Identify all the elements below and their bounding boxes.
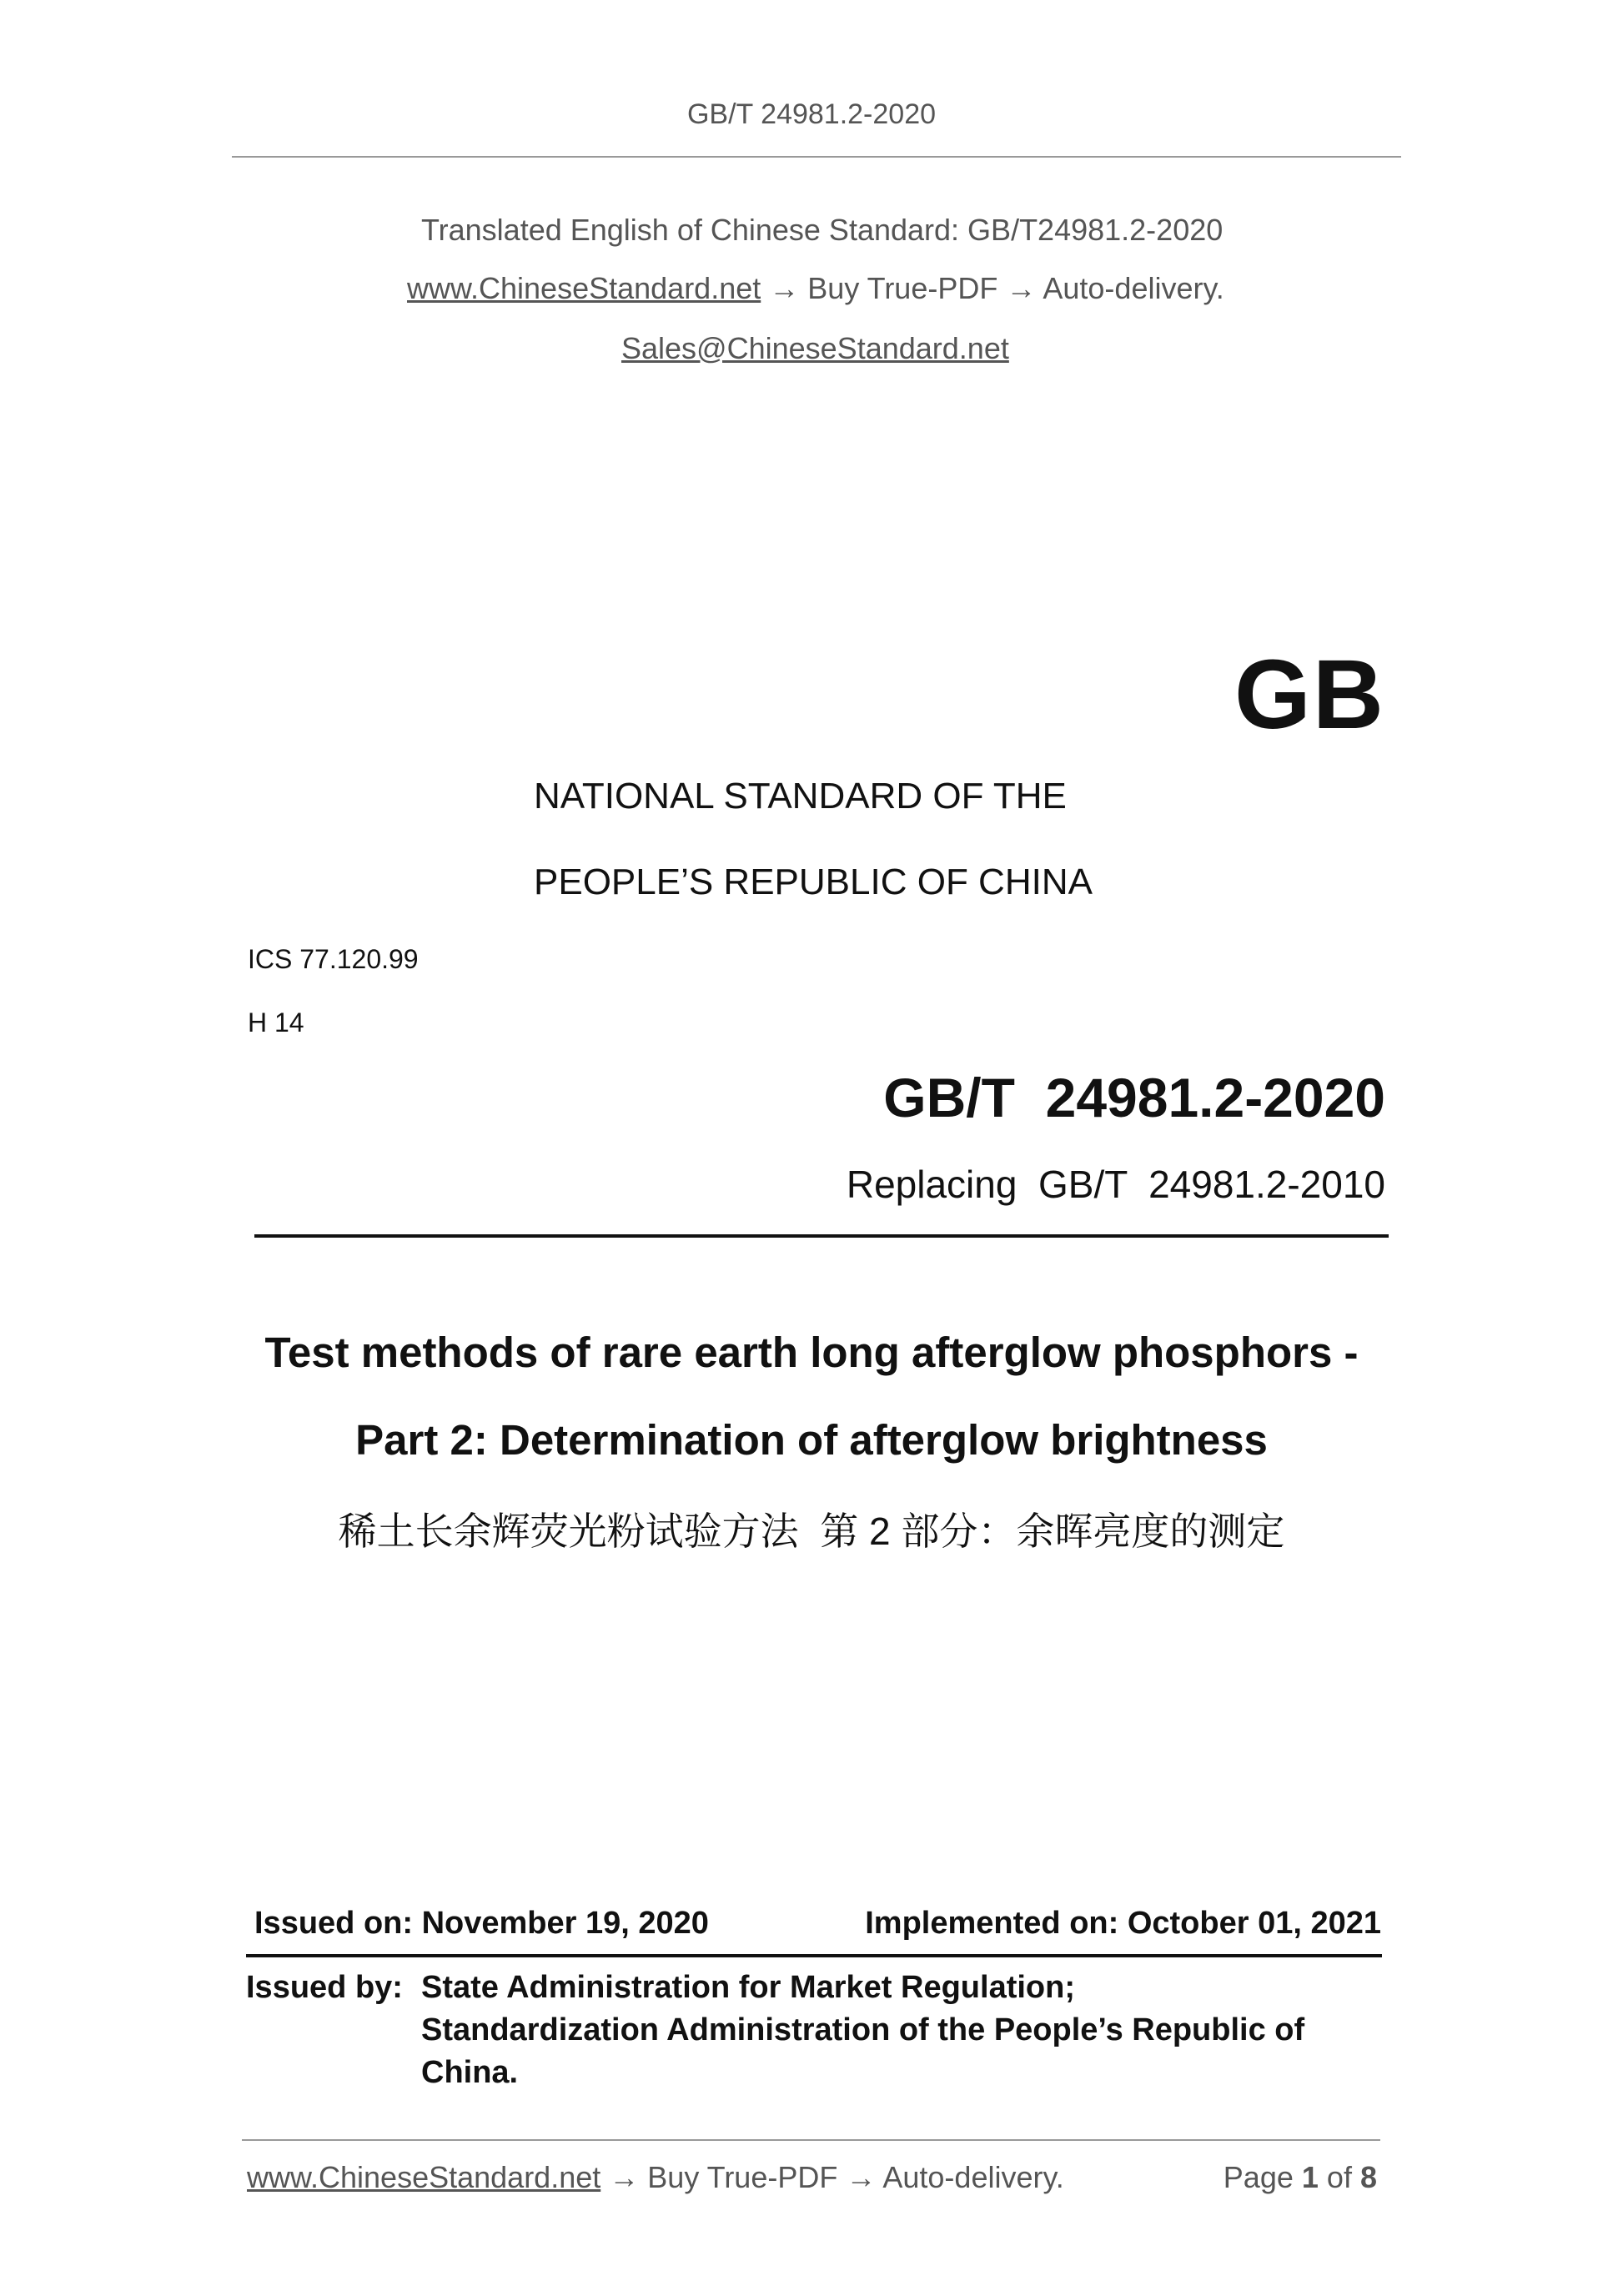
running-header: GB/T 24981.2-2020 bbox=[686, 98, 937, 130]
promo-buy-line bbox=[407, 271, 1224, 306]
standard-number: GB/T 24981.2-2020 bbox=[883, 1067, 1385, 1128]
site-link[interactable]: www.ChineseStandard.net bbox=[407, 271, 761, 305]
gb-logo: GB bbox=[1234, 640, 1385, 750]
arrow-icon: → bbox=[1006, 271, 1037, 305]
dates-divider bbox=[246, 1954, 1382, 1957]
ics-code: ICS 77.120.99 bbox=[248, 944, 419, 974]
issued-by-label: Issued by: bbox=[246, 1970, 403, 2005]
national-standard-line2: PEOPLE’S REPUBLIC OF CHINA bbox=[534, 862, 1093, 902]
implemented-on: Implemented on: October 01, 2021 bbox=[865, 1906, 1381, 1941]
footer-buy-line bbox=[247, 2160, 1064, 2195]
arrow-icon: → bbox=[846, 2160, 877, 2194]
footer-site-link[interactable]: www.ChineseStandard.net bbox=[247, 2160, 601, 2194]
page-number: 1 bbox=[1301, 2160, 1319, 2194]
footer-divider bbox=[242, 2139, 1380, 2141]
issued-on: Issued on: November 19, 2020 bbox=[254, 1906, 709, 1941]
page-label: Page bbox=[1223, 2160, 1294, 2194]
national-standard-line1: NATIONAL STANDARD OF THE bbox=[534, 776, 1067, 816]
promo-line: Translated English of Chinese Standard: GB/T24981.2-2020 bbox=[421, 213, 1224, 247]
sales-email-link[interactable]: Sales@ChineseStandard.net bbox=[621, 331, 1009, 365]
of-label: of bbox=[1326, 2160, 1352, 2194]
issued-by-line1: State Administration for Market Regulation; bbox=[421, 1970, 1075, 2005]
header-divider bbox=[232, 156, 1401, 158]
buy-text: Buy True-PDF bbox=[807, 271, 998, 305]
ccs-code: H 14 bbox=[248, 1007, 304, 1037]
issued-by-line3: China. bbox=[421, 2055, 519, 2090]
auto-delivery-text: Auto-delivery. bbox=[1043, 271, 1224, 305]
page-total: 8 bbox=[1359, 2160, 1377, 2194]
title-chinese: 稀土长余辉荧光粉试验方法 第 2 部分：余晖亮度的测定 bbox=[338, 1510, 1285, 1553]
cover-divider bbox=[254, 1234, 1389, 1238]
issued-by-line2: Standardization Administration of the People’s Republic of bbox=[421, 2012, 1305, 2047]
footer-buy-text: Buy True-PDF bbox=[647, 2160, 838, 2194]
title-english-line1: Test methods of rare earth long afterglow phosphors - bbox=[264, 1329, 1359, 1376]
page-indicator bbox=[1224, 2160, 1377, 2195]
title-english-line2: Part 2: Determination of afterglow brightness bbox=[355, 1416, 1268, 1464]
footer-auto-delivery: Auto-delivery. bbox=[882, 2160, 1064, 2194]
arrow-icon: → bbox=[769, 271, 800, 305]
arrow-icon: → bbox=[609, 2160, 640, 2194]
replacing-standard: Replacing GB/T 24981.2-2010 bbox=[846, 1163, 1385, 1206]
